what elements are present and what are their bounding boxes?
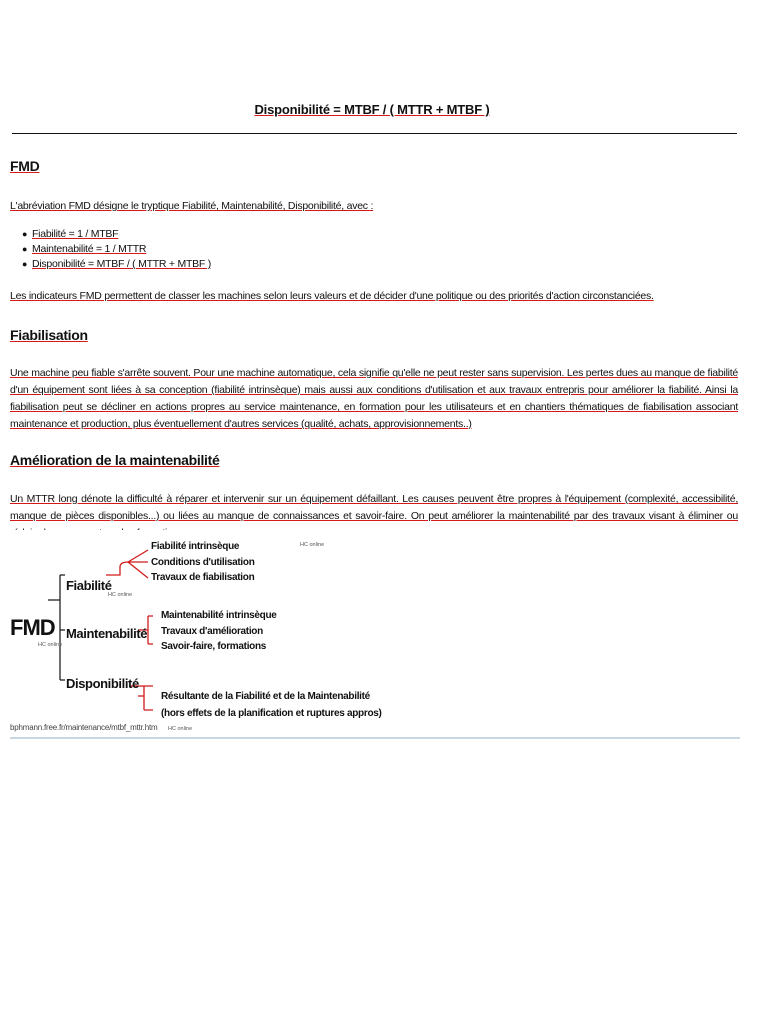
bullet-icon: ● (22, 229, 28, 239)
list-item: ● Fiabilité = 1 / MTBF (22, 228, 119, 240)
page-title: Disponibilité = MTBF / ( MTTR + MTBF ) (254, 102, 490, 117)
source-url: bphmann.free.fr/maintenance/mtbf_mttr.htm (10, 723, 158, 732)
maintenabilite-bracket (148, 616, 153, 644)
maintenabilite-heading: Amélioration de la maintenabilité (10, 452, 220, 468)
diagram-bottom-border (10, 737, 740, 739)
disponibilite-bracket (144, 686, 153, 710)
fmd-heading: FMD (10, 158, 40, 174)
fiabilisation-heading: Fiabilisation (10, 327, 88, 343)
branch-fiabilite: Fiabilité (66, 578, 112, 593)
maintenabilite-items: Maintenabilité intrinsèque Travaux d'amélioration Savoir-faire, formations (161, 610, 277, 652)
bullet-icon: ● (22, 244, 28, 254)
watermark: HC online (300, 542, 325, 548)
fiabilite-items: Fiabilité intrinsèque Conditions d'utilisation Travaux de fiabilisation (151, 541, 255, 583)
bullet-icon: ● (22, 259, 28, 269)
list-item: ● Disponibilité = MTBF / ( MTTR + MTBF ) (22, 258, 211, 270)
list-item: ● Maintenabilité = 1 / MTTR (22, 243, 147, 255)
watermark: HC online (108, 592, 133, 598)
title-divider (12, 133, 737, 134)
fiabilisation-text: Une machine peu fiable s'arrête souvent. Pour une machine automatique, cela signifie qu'elle ne peut rester sans supervision. Les pertes dues au manque de fiabilité d'un équipement sont liées à sa conception (fiabilité intrinsèque) mais aussi aux conditions d'utilisation et aux travaux entrepris pour améliorer la fiabilité. Ainsi la fiabilisation peut se décliner en actions propres au service maintenance, en formation pour les utilisateurs et en chantiers thématiques de fiabilisation associant maintenance et production, plus éventuellement d'autres services (qualité, achats, approvisionnements..) (10, 367, 738, 430)
watermark: HC online (168, 726, 193, 732)
watermark: HC online (38, 642, 63, 648)
fmd-conclusion: Les indicateurs FMD permettent de classer les machines selon leurs valeurs et de décider d'une politique ou des priorités d'action circonstanciées. (10, 290, 654, 302)
disponibilite-items: Résultante de la Fiabilité et de la Maintenabilité (hors effets de la planification et ruptures appros) (161, 691, 382, 719)
branch-disponibilite: Disponibilité (66, 676, 139, 691)
maintenabilite-text: Un MTTR long dénote la difficulté à réparer et intervenir sur un équipement défaillant. Les causes peuvent être propres à l'équipement (complexité, accessibilité, manque de pièces disponibles...) ou liées au manque de connaissances et savoir-faire. On peut améliorer la maintenabilité par des travaux visant à éliminer ou (10, 493, 738, 522)
branch-maintenabilite: Maintenabilité (66, 626, 148, 641)
fmd-diagram (10, 530, 740, 740)
fmd-intro: L'abréviation FMD désigne le tryptique Fiabilité, Maintenabilité, Disponibilité, avec : (10, 200, 374, 212)
diagram-root-fmd: FMD (10, 615, 55, 640)
fmd-bullet-list (22, 227, 211, 272)
fiabilite-fan (128, 550, 148, 578)
